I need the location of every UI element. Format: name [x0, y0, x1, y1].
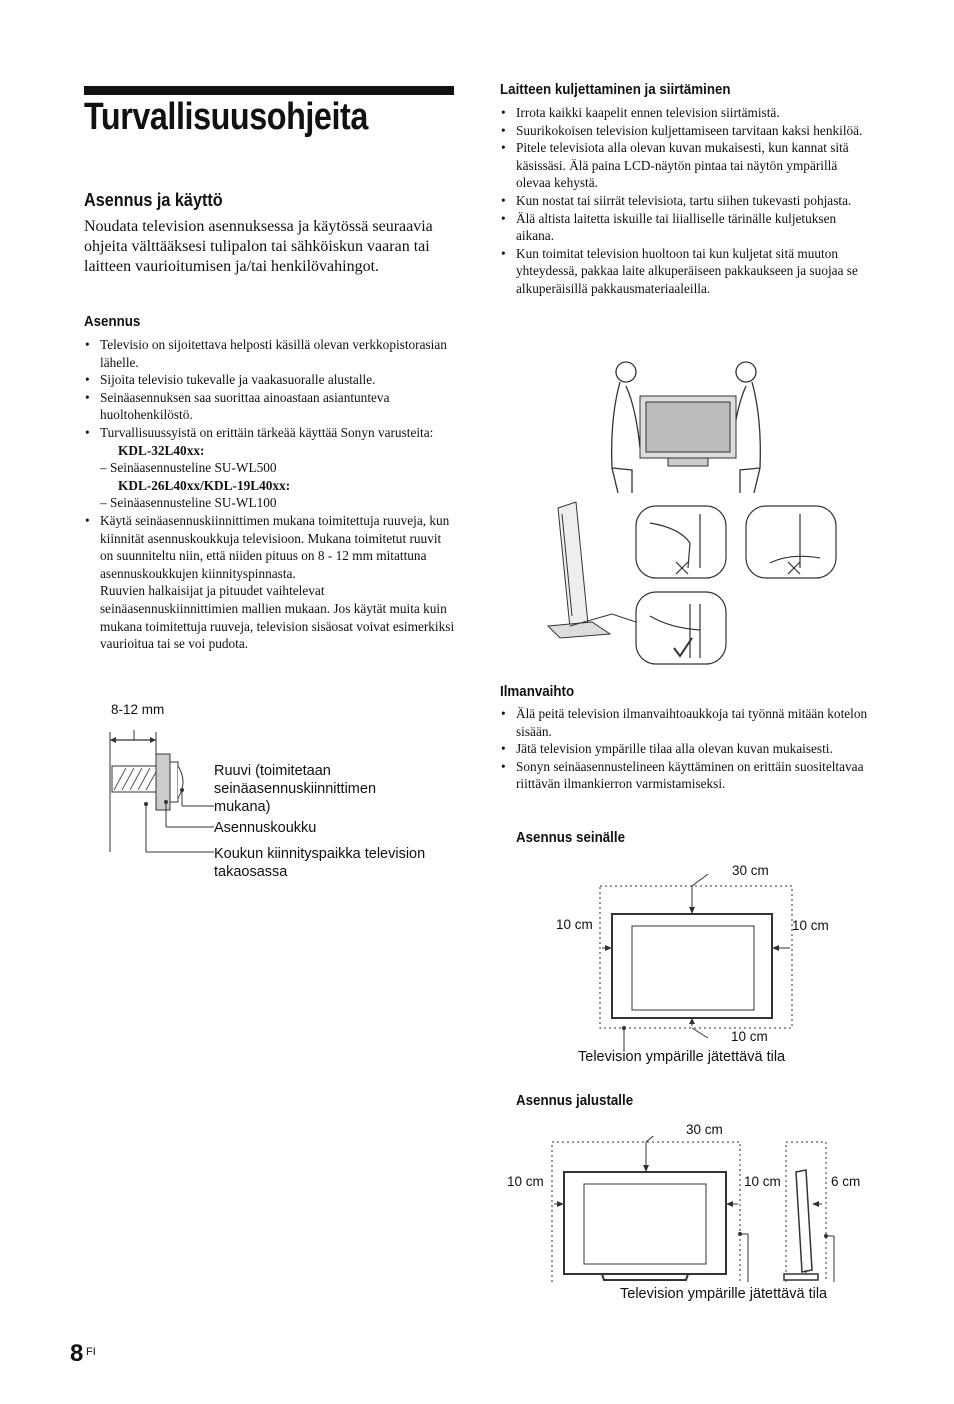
transport-heading: Laitteen kuljettaminen ja siirtäminen: [500, 82, 731, 98]
list-item: • Seinäasennuksen saa suorittaa ainoastaan asiantunteva huoltohenkilöstö.: [84, 389, 456, 424]
list-item: • Kun toimitat television huoltoon tai kun kuljetat sitä muuton yhteydessä, pakkaa laite alkuperäiseen pakkaukseen ja suojaa se alkuperäisillä pakkausmateriaaleilla.: [500, 245, 872, 298]
ventilation-list: [500, 705, 872, 793]
hook-label: Asennuskoukku: [214, 820, 317, 836]
ventilation-heading: Ilmanvaihto: [500, 684, 575, 700]
model-accessory: – Seinäasennusteline SU-WL100: [100, 495, 277, 511]
model-label: KDL-26L40xx/KDL-19L40xx:: [118, 477, 291, 493]
list-item: • Turvallisuussyistä on erittäin tärkeää käyttää Sonyn varusteita: KDL-32L40xx: – Seinäasennusteline SU-WL500 KDL-26L40xx/KDL-19L40xx: – Seinäasennusteline SU-WL100: [84, 424, 456, 512]
carrying-illustration: [540, 358, 840, 668]
list-item: • Irrota kaikki kaapelit ennen television siirtämistä.: [500, 104, 872, 122]
stand-top-gap: 30 cm: [686, 1122, 723, 1137]
stand-right-gap: 10 cm: [744, 1174, 781, 1189]
screw-measure: 8-12 mm: [111, 702, 165, 717]
wall-left-gap: 10 cm: [556, 917, 593, 932]
stand-clearance-diagram: [540, 1136, 840, 1286]
hook-position-label: Koukun kiinnityspaikka television takaosassa: [214, 846, 426, 880]
section-heading: Asennus ja käyttö: [84, 190, 223, 210]
model-label: KDL-32L40xx:: [118, 442, 205, 458]
wall-bottom-gap: 10 cm: [731, 1029, 768, 1044]
list-item: • Suurikokoisen television kuljettamiseen tarvitaan kaksi henkilöä.: [500, 122, 872, 140]
list-item: • Älä altista laitetta iskuille tai liialliselle tärinälle kuljetuksen aikana.: [500, 210, 872, 245]
list-item: • Käytä seinäasennuskiinnittimen mukana toimitettuja ruuveja, kun kiinnität asennuskoukkuja televisioon. Mukana toimitetut ruuvit on suunniteltu niin, että niiden pituus on 8 - 12 mm mitattuna asennuskoukkujen kiinnityspinnasta. Ruuvien halkaisijat ja pituudet vaihtelevat seinäasennuskiinnittimien mallien mukaan. Jos käytät muita kuin mukana toimitettuja ruuveja, television sisäosat voivat esimerkiksi vaurioitua tai se voi pudota.: [84, 512, 456, 653]
stand-side-gap: 6 cm: [831, 1174, 861, 1189]
list-item: • Sijoita televisio tukevalle ja vaakasuoralle alustalle.: [84, 371, 456, 389]
wall-top-gap: 30 cm: [732, 863, 769, 878]
screw-diagram: [96, 722, 216, 862]
list-item: • Jätä television ympärille tilaa alla olevan kuvan mukaisesti.: [500, 740, 872, 758]
list-item: • Pitele televisiota alla olevan kuvan mukaisesti, kun kannat sitä käsissäsi. Älä paina LCD-näytön pintaa tai näytön ympärillä olevaa kehystä.: [500, 139, 872, 192]
wall-right-gap: 10 cm: [792, 918, 829, 933]
asennus-heading: Asennus: [84, 314, 141, 330]
intro-text: Noudata television asennuksessa ja käytössä seuraavia ohjeita välttääksesi tulipalon tai sähköiskun vaaran tai laitteen vaurioitumisen ja/tai henkilövahingot.: [84, 218, 433, 275]
stand-caption: Television ympärille jätettävä tila: [620, 1286, 828, 1302]
list-item: • Televisio on sijoitettava helposti käsillä olevan verkkopistorasian lähelle.: [84, 336, 456, 371]
page-title: Turvallisuusohjeita: [84, 96, 368, 138]
page-number: 8: [70, 1340, 84, 1367]
language-code: FI: [86, 1346, 96, 1358]
model-accessory: – Seinäasennusteline SU-WL500: [100, 460, 277, 476]
asennus-list: [84, 336, 456, 653]
list-item: • Älä peitä television ilmanvaihtoaukkoja tai työnnä mitään kotelon sisään.: [500, 705, 872, 740]
list-item: • Sonyn seinäasennustelineen käyttäminen on erittäin suositeltavaa riittävän ilmankierron varmistamiseksi.: [500, 758, 872, 793]
transport-list: [500, 104, 872, 298]
wall-heading: Asennus seinälle: [516, 830, 625, 846]
list-item: • Kun nostat tai siirrät televisiota, tartu siihen tukevasti pohjasta.: [500, 192, 872, 210]
wall-caption: Television ympärille jätettävä tila: [578, 1049, 786, 1065]
stand-left-gap: 10 cm: [507, 1174, 544, 1189]
screw-label: Ruuvi (toimitetaan seinäasennuskiinnittimen mukana): [214, 763, 377, 815]
stand-heading: Asennus jalustalle: [516, 1093, 634, 1109]
title-rule: [84, 86, 454, 95]
